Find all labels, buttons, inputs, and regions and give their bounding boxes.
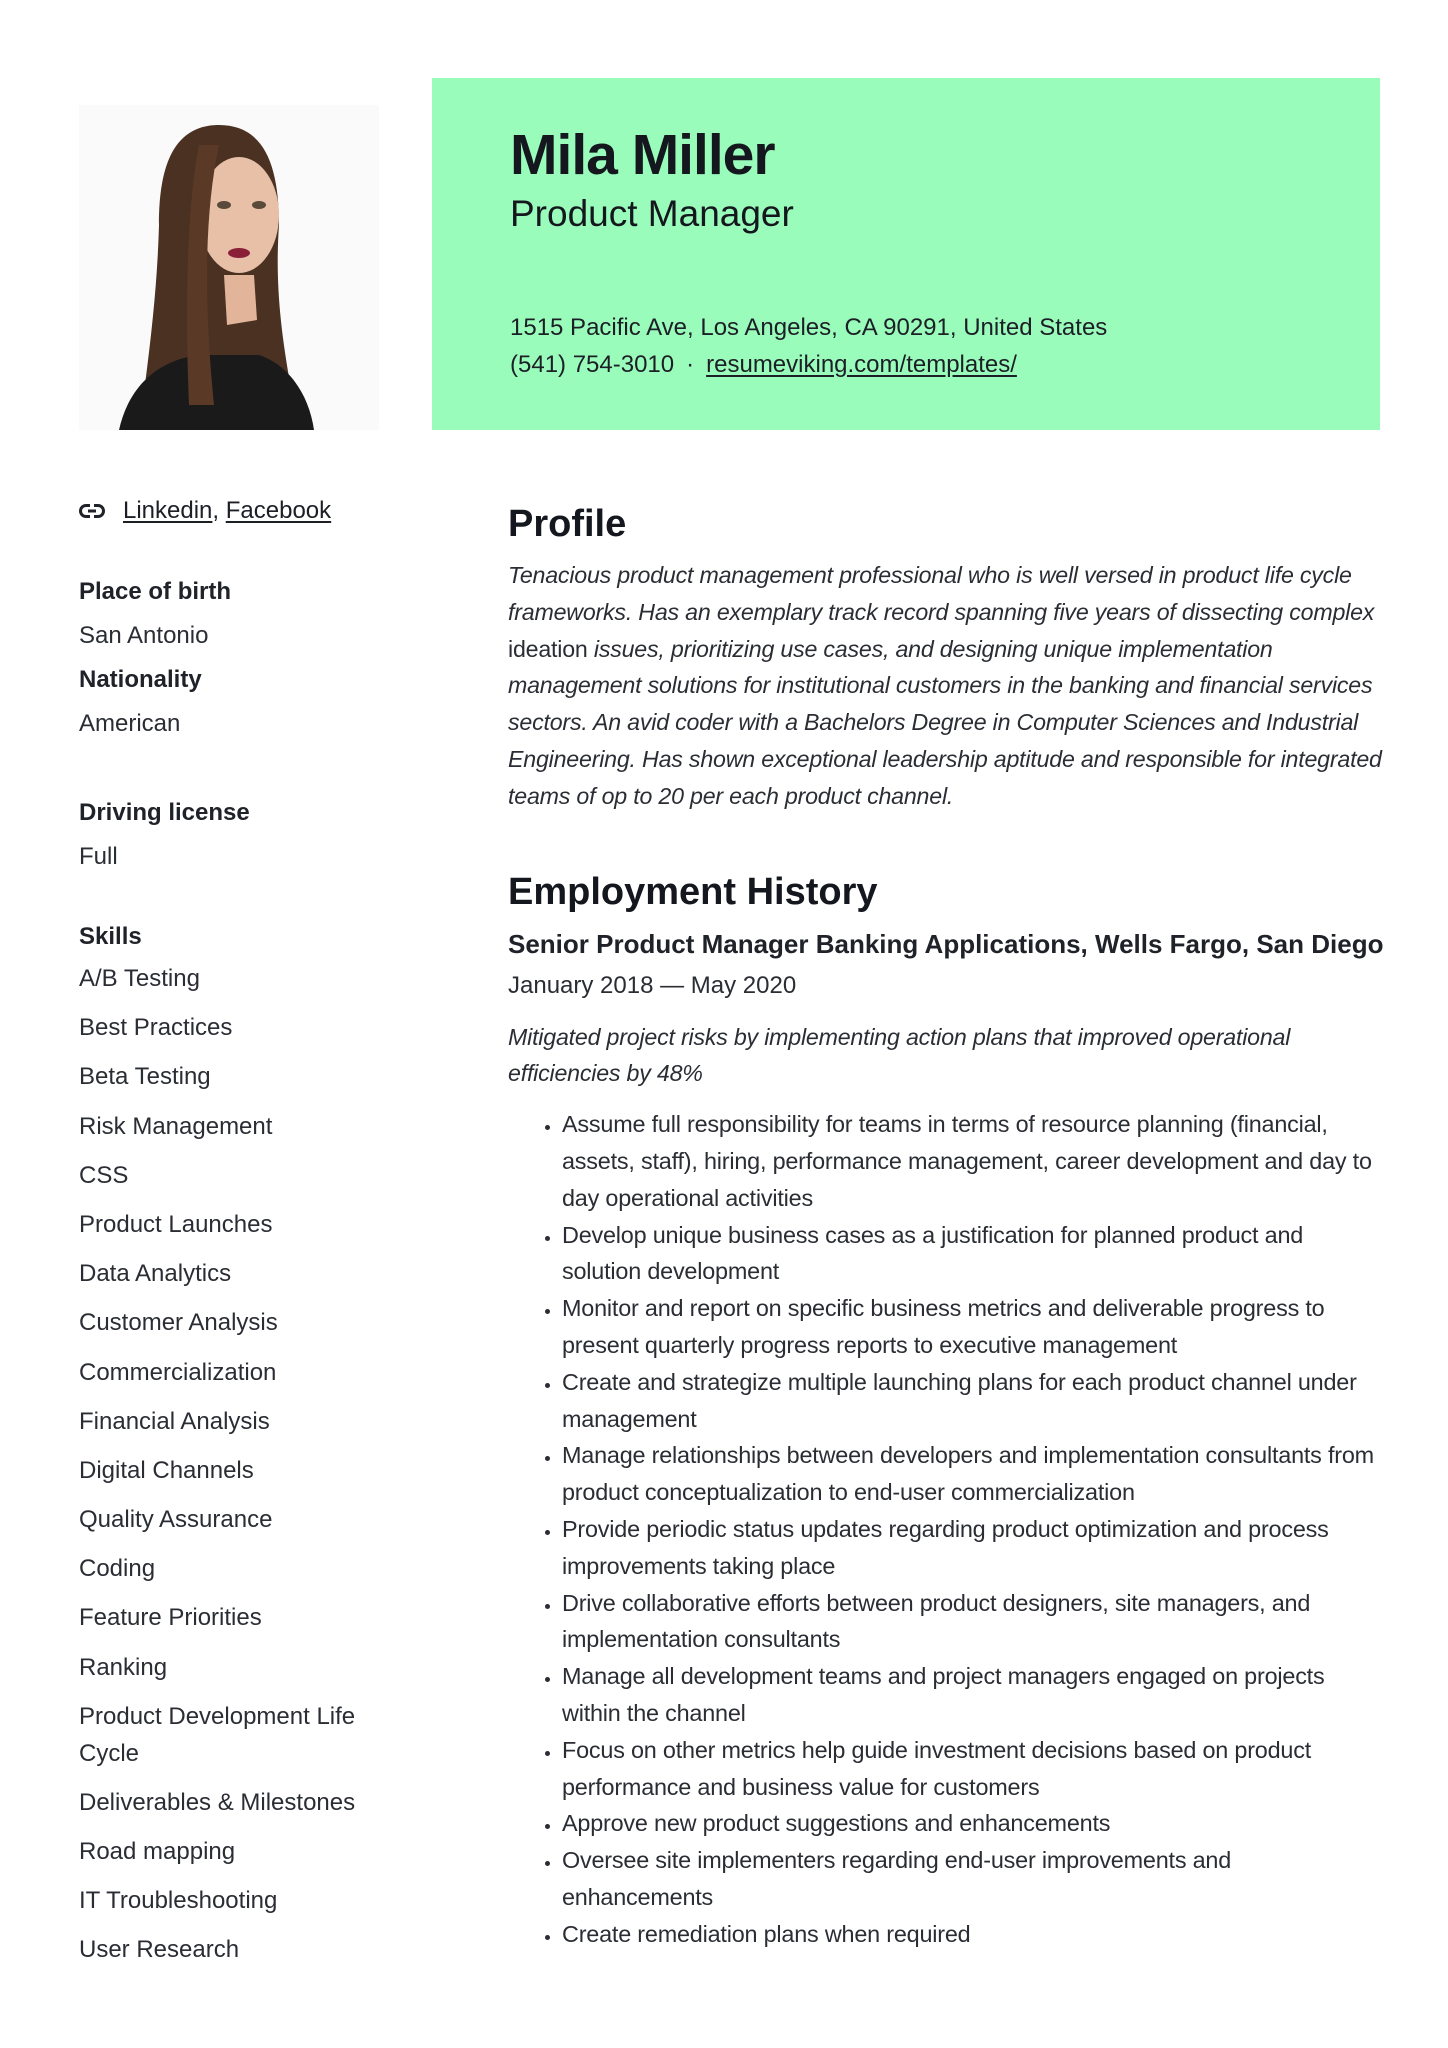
skill-item: Data Analytics [79,1260,232,1288]
bullet-item: • Develop unique business cases as a justification for planned product and solution development [562,1217,1388,1291]
driving-license-value: Full [79,843,118,870]
skill-item: A/B Testing [79,965,200,992]
employment-heading: Employment History [508,870,878,913]
profile-text-part: issues, prioritizing use cases, and designing unique implementation management solutions for institutional customers in the banking and financial services sectors. An avid coder with a Bachelors Degree in Computer Sciences and Industrial Engineering. Has shown exceptional leadership aptitude and responsible for integrated teams of op to 20 per each product channel. [508,635,1382,809]
website-link[interactable]: resumeviking.com/templates/ [706,351,1017,378]
job-bullets [508,1106,1388,1952]
driving-license-label: Driving license [79,799,250,826]
job-title: Senior Product Manager Banking Applications, Wells Fargo, San Diego [508,928,1384,959]
bullet-item: • Monitor and report on specific business metrics and deliverable progress to present quarterly progress reports to executive management [562,1290,1388,1364]
phone: (541) 754-3010 [510,351,675,378]
profile-photo [79,105,379,430]
contact-line [510,351,1017,379]
skills-list [79,961,379,1969]
skill-item: Risk Management [79,1112,273,1140]
skill-item: Product Launches [79,1210,273,1238]
linkedin-link[interactable]: Linkedin [123,497,213,524]
skill-item: Commercialization [79,1358,277,1386]
skill-item: Product Development Life Cycle [79,1702,356,1767]
place-of-birth-label: Place of birth [79,578,232,605]
candidate-name: Mila Miller [510,123,775,187]
place-of-birth-value: San Antonio [79,622,209,649]
skill-item: Financial Analysis [79,1407,270,1435]
bullet-item: • Assume full responsibility for teams in terms of resource planning (financial, assets, staff), hiring, performance management, career development and day to day operational activities [562,1106,1388,1216]
bullet-item: • Focus on other metrics help guide investment decisions based on product performance and business value for customers [562,1732,1388,1806]
skill-item: Feature Priorities [79,1604,262,1632]
bullet-item: • Manage relationships between developers and implementation consultants from product conceptualization to end-user commercialization [562,1437,1388,1511]
header-banner [432,78,1380,430]
profile-text-part: Tenacious product management professional who is well versed in product life cycle frameworks. Has an exemplary track record spanning five years of dissecting complex [508,562,1375,625]
address: 1515 Pacific Ave, Los Angeles, CA 90291, United States [510,314,1108,341]
job-dates: January 2018 — May 2020 [508,971,797,999]
skill-item: User Research [79,1936,240,1964]
bullet-item: • Approve new product suggestions and enhancements [562,1805,1388,1842]
skills-heading: Skills [79,923,142,950]
link-icon [79,504,105,518]
skill-item: Quality Assurance [79,1506,273,1534]
employment-section [508,865,1388,1953]
profile-text-part: ideation [508,635,588,662]
main-content [508,497,1388,1953]
facebook-link[interactable]: Facebook [225,497,332,524]
skill-item: Digital Channels [79,1456,254,1484]
job-summary: Mitigated project risks by implementing action plans that improved operational efficiencies by 48% [508,1023,1291,1087]
separator: · [686,351,695,378]
skills-section [79,915,379,1982]
skill-item: CSS [79,1161,129,1189]
driving-license [79,791,250,879]
link-separator: , [212,497,220,524]
bullet-item: • Drive collaborative efforts between product designers, site managers, and implementation consultants [562,1585,1388,1659]
skill-item: Best Practices [79,1014,233,1042]
job-title: Product Manager [510,193,794,234]
skill-item: Road mapping [79,1837,236,1865]
bullet-item: • Oversee site implementers regarding end-user improvements and enhancements [562,1842,1388,1916]
nationality-label: Nationality [79,666,202,693]
skill-item: Customer Analysis [79,1309,278,1337]
skill-item: IT Troubleshooting [79,1887,278,1915]
skill-item: Coding [79,1555,156,1583]
personal-details [79,570,231,746]
profile-heading: Profile [508,503,627,545]
profile-text [508,557,1388,815]
skill-item: Ranking [79,1653,168,1681]
social-links [79,497,331,525]
bullet-item: • Manage all development teams and project managers engaged on projects within the channel [562,1658,1388,1732]
nationality-value: American [79,710,181,737]
skill-item: Deliverables & Milestones [79,1788,356,1816]
skill-item: Beta Testing [79,1063,211,1091]
bullet-item: • Create remediation plans when required [562,1916,1388,1953]
profile-section [508,497,1388,815]
bullet-item: • Provide periodic status updates regarding product optimization and process improvements taking place [562,1511,1388,1585]
bullet-item: • Create and strategize multiple launching plans for each product channel under management [562,1364,1388,1438]
